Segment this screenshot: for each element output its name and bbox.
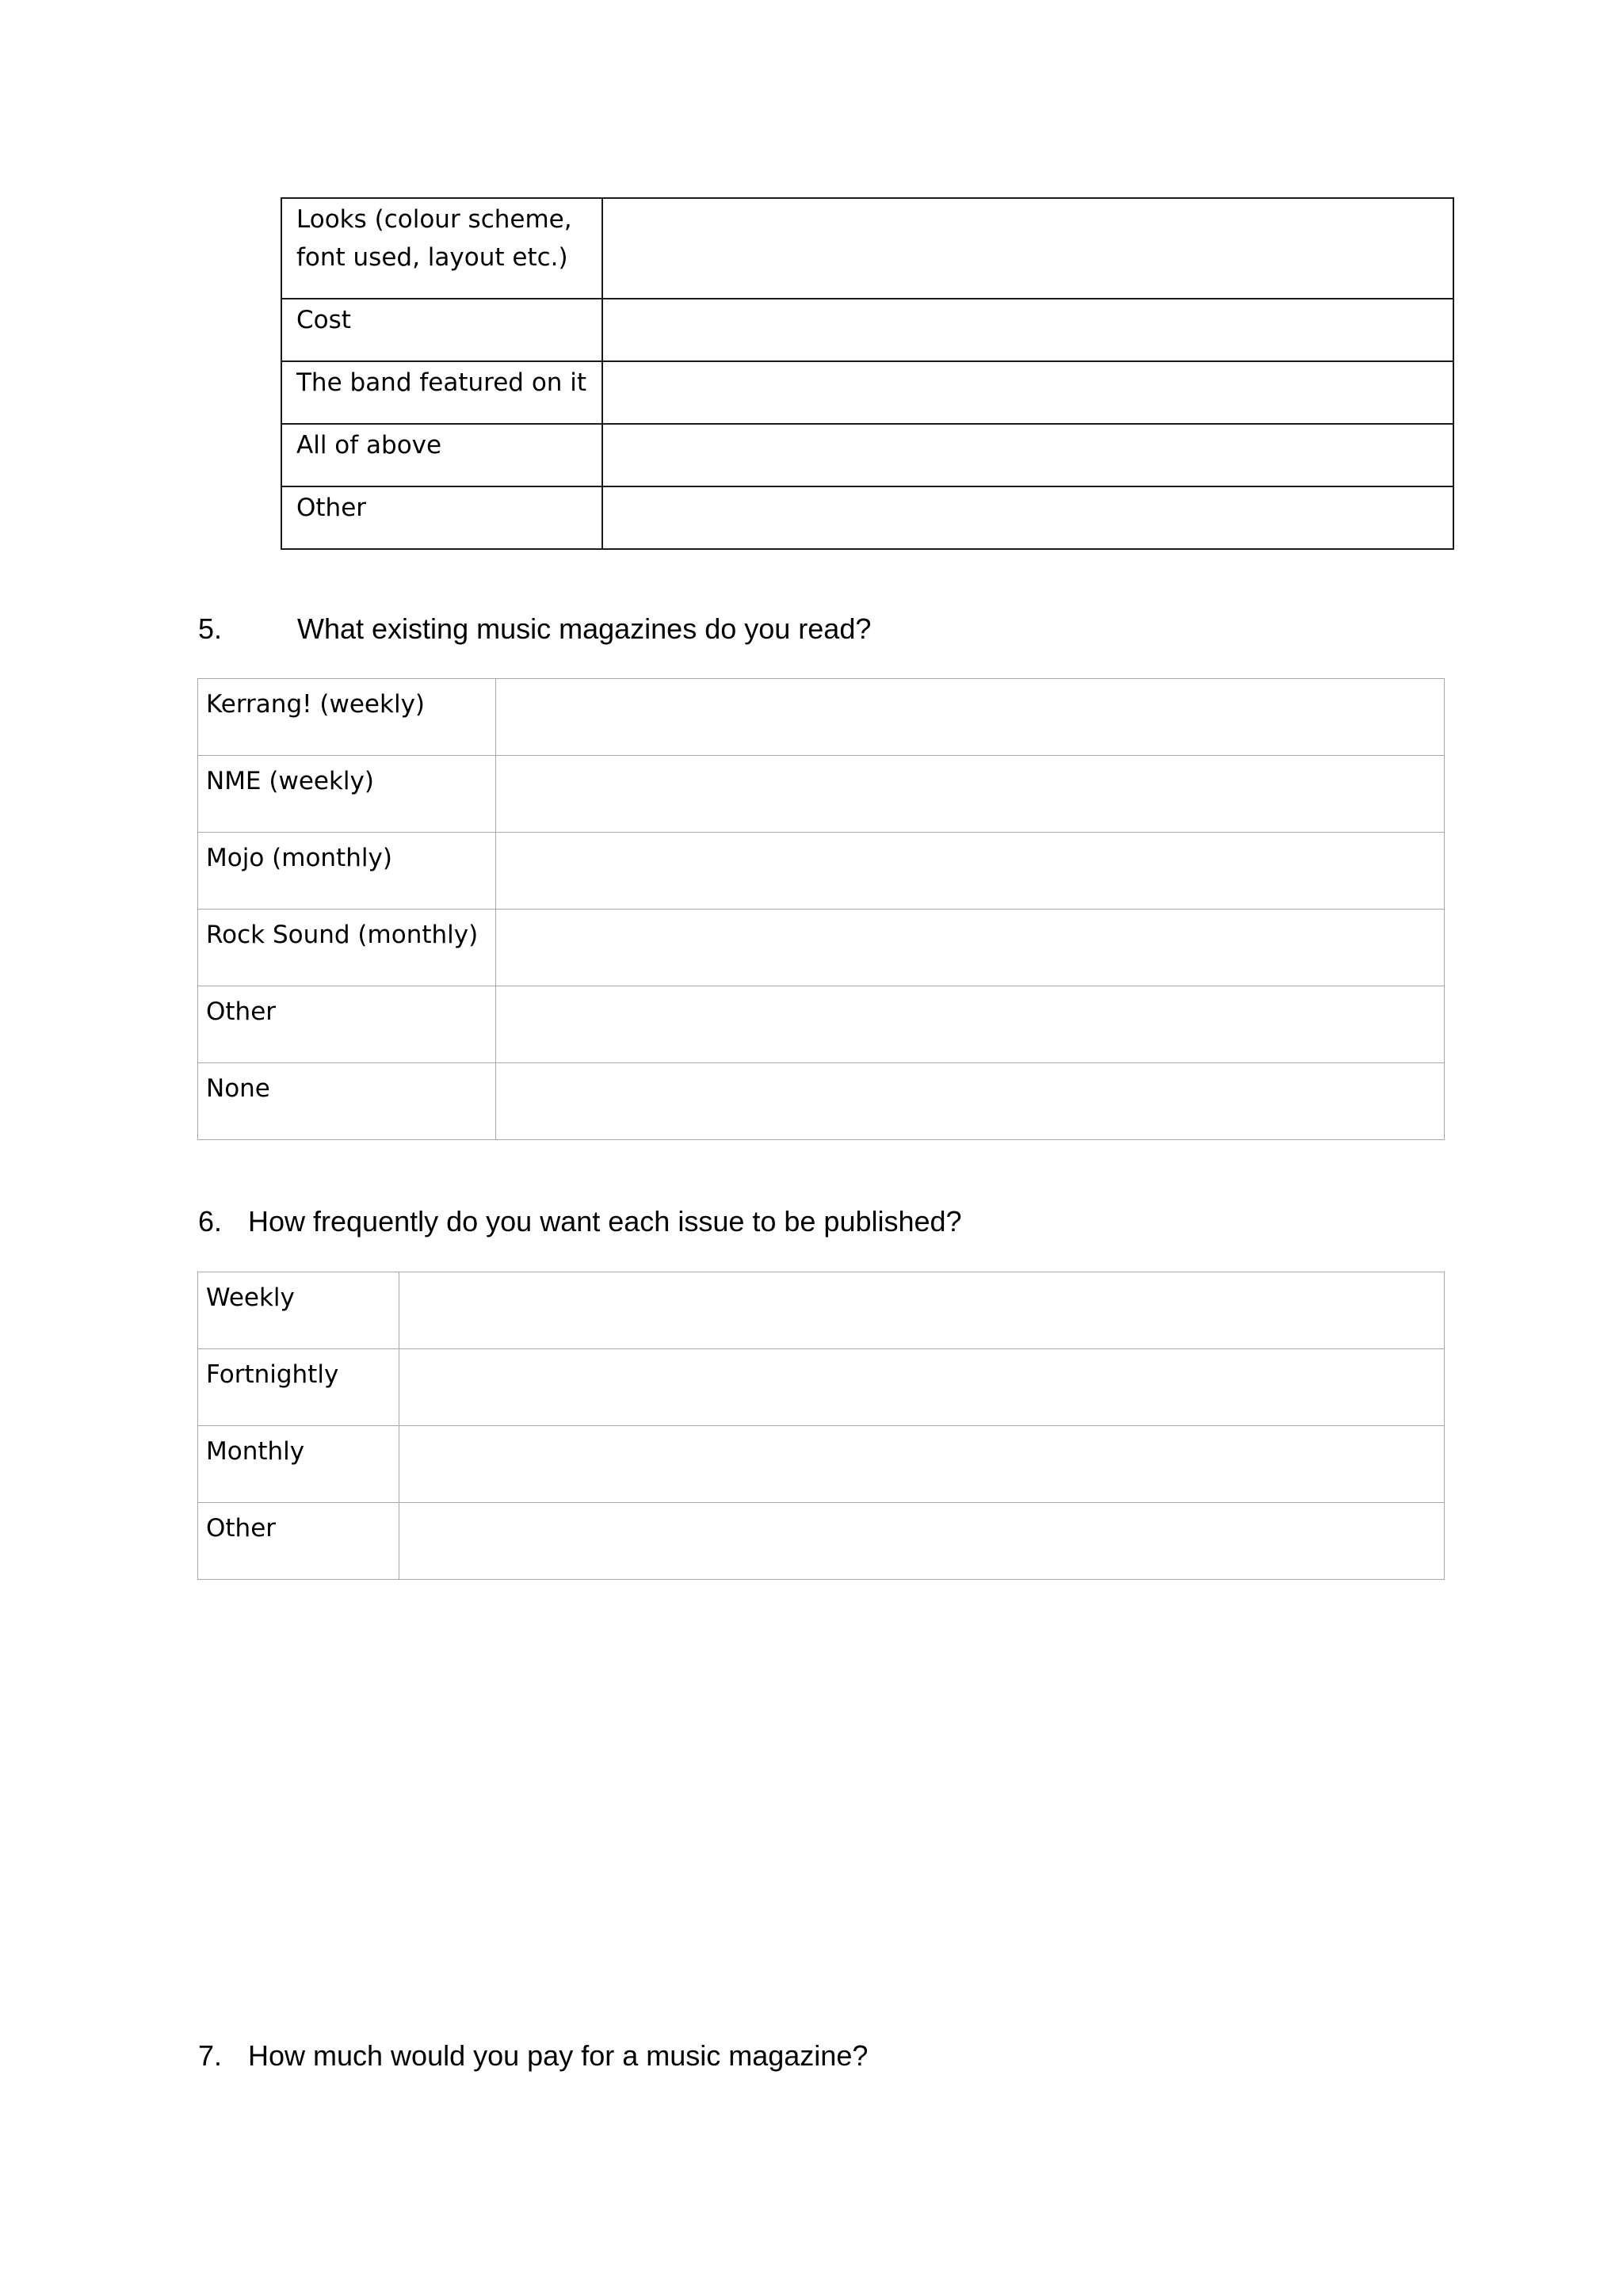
question-number: 6.	[198, 1205, 223, 1238]
answer-cell-rock-sound[interactable]	[496, 910, 1445, 986]
answer-value	[399, 1272, 1444, 1279]
row-label-cell	[281, 424, 602, 486]
question-7	[198, 2039, 868, 2073]
answer-cell-kerrang[interactable]	[496, 679, 1445, 756]
row-label-cell	[198, 1503, 399, 1580]
option-looks-label: Looks (colour scheme, font used, layout etc.)	[296, 205, 572, 272]
answer-value	[496, 986, 1444, 993]
option-other-label: Other	[206, 997, 277, 1026]
table-row	[198, 679, 1445, 756]
answer-value	[399, 1349, 1444, 1356]
row-label-cell	[281, 486, 602, 549]
table-row	[281, 299, 1453, 361]
answer-value	[496, 1063, 1444, 1070]
answer-value	[496, 910, 1444, 916]
question-text: How much would you pay for a music magazine?	[248, 2039, 869, 2072]
preference-table	[281, 197, 1454, 550]
row-label-cell	[198, 756, 496, 833]
answer-cell-all[interactable]	[602, 424, 1453, 486]
table-row	[198, 1349, 1445, 1426]
row-label-cell	[198, 986, 496, 1063]
answer-value	[399, 1503, 1444, 1509]
answer-cell-monthly[interactable]	[399, 1426, 1445, 1503]
answer-cell-nme[interactable]	[496, 756, 1445, 833]
question-text: What existing music magazines do you read?	[297, 612, 872, 645]
table-row	[198, 910, 1445, 986]
table-row	[281, 361, 1453, 424]
answer-value	[399, 1426, 1444, 1432]
option-none-label: None	[206, 1074, 270, 1103]
row-label-cell	[198, 1426, 399, 1503]
answer-value	[496, 679, 1444, 685]
option-monthly-label: Monthly	[206, 1437, 305, 1466]
option-band-label: The band featured on it	[296, 368, 587, 397]
row-label-cell	[198, 1063, 496, 1140]
row-label-cell	[198, 679, 496, 756]
row-label-cell	[198, 833, 496, 910]
option-weekly-label: Weekly	[206, 1283, 295, 1312]
answer-cell-cost[interactable]	[602, 299, 1453, 361]
table-row	[198, 833, 1445, 910]
option-all-label: All of above	[296, 431, 442, 460]
table-row	[198, 1272, 1445, 1349]
answer-cell-looks[interactable]	[602, 198, 1453, 299]
option-other-label: Other	[296, 494, 367, 522]
row-label-cell	[281, 198, 602, 299]
row-label-cell	[198, 910, 496, 986]
table-row	[198, 986, 1445, 1063]
answer-cell-weekly[interactable]	[399, 1272, 1445, 1349]
answer-cell-other[interactable]	[602, 486, 1453, 549]
question-number: 5.	[198, 612, 223, 645]
row-label-cell	[281, 299, 602, 361]
answer-cell-mojo[interactable]	[496, 833, 1445, 910]
option-rock-sound-label: Rock Sound (monthly)	[206, 921, 479, 949]
answer-cell-none[interactable]	[496, 1063, 1445, 1140]
magazines-table	[197, 678, 1445, 1140]
answer-value	[496, 833, 1444, 839]
question-5	[198, 612, 871, 646]
table-row	[281, 198, 1453, 299]
row-label-cell	[198, 1272, 399, 1349]
option-other-label: Other	[206, 1514, 277, 1543]
option-cost-label: Cost	[296, 306, 351, 334]
row-label-cell	[281, 361, 602, 424]
answer-cell-band[interactable]	[602, 361, 1453, 424]
answer-value	[496, 756, 1444, 762]
question-text: How frequently do you want each issue to be published?	[248, 1205, 962, 1238]
table-row	[281, 424, 1453, 486]
table-row	[198, 1503, 1445, 1580]
table-row	[198, 756, 1445, 833]
question-6	[198, 1204, 962, 1239]
answer-cell-other[interactable]	[496, 986, 1445, 1063]
table-row	[198, 1426, 1445, 1503]
row-label-cell	[198, 1349, 399, 1426]
table-row	[198, 1063, 1445, 1140]
option-kerrang-label: Kerrang! (weekly)	[206, 690, 426, 719]
table-row	[281, 486, 1453, 549]
answer-cell-other[interactable]	[399, 1503, 1445, 1580]
frequency-table	[197, 1272, 1445, 1580]
option-fortnightly-label: Fortnightly	[206, 1360, 339, 1389]
option-mojo-label: Mojo (monthly)	[206, 844, 392, 872]
question-number: 7.	[198, 2039, 223, 2072]
answer-cell-fortnightly[interactable]	[399, 1349, 1445, 1426]
option-nme-label: NME (weekly)	[206, 767, 374, 795]
